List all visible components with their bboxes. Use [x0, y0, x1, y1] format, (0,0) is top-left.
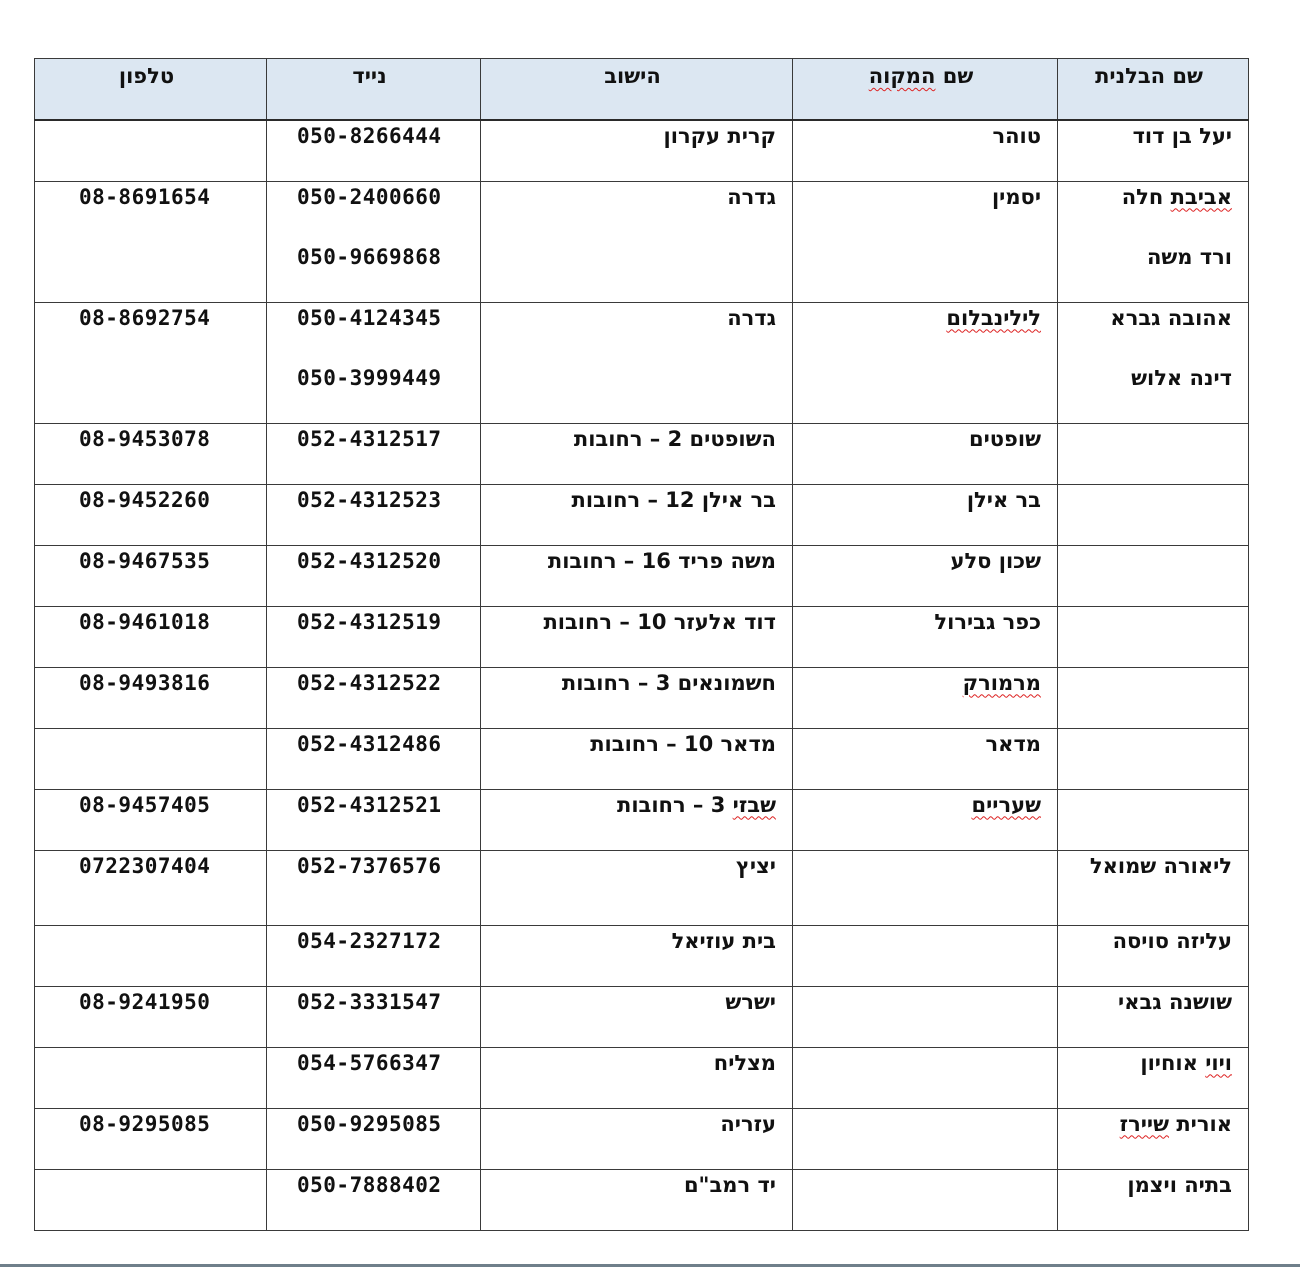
cell-place [793, 423, 1058, 484]
cell-mobile [267, 1047, 481, 1108]
table-body [35, 120, 1249, 1231]
cell-text: ויוי אוחיון [1140, 1050, 1232, 1075]
page-bottom-rule [0, 1264, 1300, 1267]
cell-text: 08-9241950 [79, 989, 211, 1014]
cell-phone [35, 545, 267, 606]
cell-text: 08-9467535 [79, 548, 211, 573]
cell-text: יציץ [736, 853, 776, 878]
cell-text: ורד משה [1146, 244, 1232, 269]
cell-text: 08-9457405 [79, 792, 211, 817]
cell-text: 050-9295085 [297, 1111, 442, 1136]
cell-text: 08-9493816 [79, 670, 211, 695]
cell-text [801, 926, 1041, 986]
cell-text: 08-8691654 [79, 184, 211, 209]
cell-mobile [267, 302, 481, 423]
cell-city [481, 181, 793, 302]
cell-phone [35, 606, 267, 667]
cell-place [793, 667, 1058, 728]
header-row [35, 59, 1249, 120]
table-row [35, 423, 1249, 484]
cell-place [793, 1108, 1058, 1169]
cell-text: שבזי 3 – רחובות [616, 792, 776, 817]
table-row [35, 728, 1249, 789]
cell-name [1058, 789, 1249, 850]
cell-phone [35, 423, 267, 484]
cell-mobile [267, 850, 481, 925]
cell-place [793, 606, 1058, 667]
cell-city [481, 667, 793, 728]
cell-city [481, 423, 793, 484]
cell-text: 052-4312486 [297, 731, 442, 756]
cell-text [79, 1048, 250, 1108]
cell-text: 08-9295085 [79, 1111, 211, 1136]
cell-place [793, 181, 1058, 302]
cell-text [1066, 485, 1232, 545]
cell-text [1066, 790, 1232, 850]
cell-text: גדרה [727, 305, 776, 330]
cell-text: גדרה [727, 184, 776, 209]
cell-text [79, 926, 250, 986]
table-row [35, 181, 1249, 302]
cell-place [793, 850, 1058, 925]
cell-text [1066, 607, 1232, 667]
cell-text [801, 1048, 1041, 1108]
cell-text: 08-9461018 [79, 609, 211, 634]
cell-text: חשמונאים 3 – רחובות [561, 670, 776, 695]
cell-text: עליזה סויסה [1112, 928, 1232, 953]
cell-phone [35, 1169, 267, 1230]
cell-text: 08-9452260 [79, 487, 211, 512]
cell-mobile [267, 484, 481, 545]
cell-text [1066, 729, 1232, 789]
cell-text: יסמין [991, 184, 1041, 209]
cell-text: שעריים [971, 792, 1041, 817]
cell-place [793, 120, 1058, 182]
cell-city [481, 925, 793, 986]
cell-city [481, 302, 793, 423]
cell-place [793, 986, 1058, 1047]
cell-name [1058, 484, 1249, 545]
cell-name [1058, 850, 1249, 925]
cell-text: 052-4312520 [297, 548, 442, 573]
cell-mobile [267, 545, 481, 606]
cell-name [1058, 545, 1249, 606]
table-row [35, 120, 1249, 182]
cell-place [793, 545, 1058, 606]
cell-phone [35, 728, 267, 789]
cell-text: 052-4312519 [297, 609, 442, 634]
cell-phone [35, 789, 267, 850]
cell-text: טוהר [992, 123, 1041, 148]
cell-phone [35, 181, 267, 302]
cell-city [481, 850, 793, 925]
cell-text: כפר גבירול [934, 609, 1041, 634]
cell-mobile [267, 1108, 481, 1169]
cell-text: בר אילן 12 – רחובות [571, 487, 776, 512]
cell-text: דינה אלוש [1131, 365, 1232, 390]
cell-text: 052-4312522 [297, 670, 442, 695]
cell-place [793, 1169, 1058, 1230]
cell-name [1058, 728, 1249, 789]
cell-text [1066, 546, 1232, 606]
cell-name [1058, 925, 1249, 986]
cell-text: מצליח [713, 1050, 776, 1075]
cell-phone [35, 1108, 267, 1169]
cell-text: שושנה גבאי [1118, 989, 1232, 1014]
cell-text: בתיה ויצמן [1127, 1172, 1232, 1197]
header-city: הישוב [481, 59, 793, 120]
cell-text: משה פריד 16 – רחובות [547, 548, 776, 573]
cell-city [481, 1108, 793, 1169]
cell-text: 050-4124345 [297, 305, 442, 330]
cell-text: יעל בן דוד [1132, 123, 1232, 148]
cell-place [793, 925, 1058, 986]
cell-text [79, 121, 250, 181]
cell-text: לילינבלום [946, 305, 1041, 330]
cell-mobile [267, 667, 481, 728]
cell-mobile [267, 423, 481, 484]
header-place: שם המקוה [793, 59, 1058, 120]
cell-name [1058, 302, 1249, 423]
cell-name [1058, 120, 1249, 182]
cell-text: מרמורק [962, 670, 1041, 695]
cell-text: אורית שיירז [1119, 1111, 1232, 1136]
cell-phone [35, 986, 267, 1047]
cell-text: 052-7376576 [297, 853, 442, 878]
cell-city [481, 986, 793, 1047]
cell-city [481, 1169, 793, 1230]
table-row [35, 302, 1249, 423]
cell-phone [35, 1047, 267, 1108]
cell-text [801, 851, 1041, 911]
cell-place [793, 789, 1058, 850]
cell-place [793, 728, 1058, 789]
cell-text [801, 987, 1041, 1047]
table-row [35, 789, 1249, 850]
cell-phone [35, 925, 267, 986]
cell-text: אביבת חלה [1121, 184, 1232, 209]
table-row [35, 545, 1249, 606]
cell-city [481, 545, 793, 606]
cell-place [793, 1047, 1058, 1108]
cell-text: 050-3999449 [297, 365, 442, 390]
table-row [35, 1047, 1249, 1108]
cell-text: בר אילן [966, 487, 1041, 512]
cell-text [801, 1109, 1041, 1169]
cell-text: 08-9453078 [79, 426, 211, 451]
cell-mobile [267, 728, 481, 789]
mikveh-contacts-table [34, 58, 1249, 1231]
cell-text: 0722307404 [79, 853, 211, 878]
cell-name [1058, 423, 1249, 484]
cell-city [481, 728, 793, 789]
cell-text: 054-2327172 [297, 928, 442, 953]
cell-city [481, 120, 793, 182]
cell-text: בית עוזיאל [671, 928, 776, 953]
cell-text [1066, 668, 1232, 728]
table-row [35, 667, 1249, 728]
cell-text [79, 729, 250, 789]
cell-text: מדאר 10 – רחובות [590, 731, 776, 756]
cell-text: השופטים 2 – רחובות [573, 426, 776, 451]
cell-place [793, 484, 1058, 545]
table-row [35, 986, 1249, 1047]
cell-text: קרית עקרון [663, 123, 776, 148]
header-mobile: נייד [267, 59, 481, 120]
table-header [35, 59, 1249, 120]
cell-text: מדאר [985, 731, 1041, 756]
cell-phone [35, 120, 267, 182]
cell-text: שכון סלע [950, 548, 1041, 573]
cell-mobile [267, 1169, 481, 1230]
table-row [35, 850, 1249, 925]
cell-name [1058, 986, 1249, 1047]
cell-text: עזריה [720, 1111, 776, 1136]
cell-text: ליאורה שמואל [1089, 853, 1232, 878]
cell-text: אהובה גברא [1110, 305, 1232, 330]
table-row [35, 606, 1249, 667]
cell-text: 050-7888402 [297, 1172, 442, 1197]
cell-text [1066, 424, 1232, 484]
cell-text: 054-5766347 [297, 1050, 442, 1075]
header-phone: טלפון [35, 59, 267, 120]
cell-text: 052-4312517 [297, 426, 442, 451]
table-row [35, 484, 1249, 545]
cell-text: שופטים [968, 426, 1041, 451]
cell-city [481, 606, 793, 667]
cell-mobile [267, 986, 481, 1047]
cell-name [1058, 1108, 1249, 1169]
cell-mobile [267, 925, 481, 986]
cell-name [1058, 1047, 1249, 1108]
cell-mobile [267, 606, 481, 667]
cell-text: דוד אלעזר 10 – רחובות [543, 609, 776, 634]
cell-text: 052-4312523 [297, 487, 442, 512]
header-name: שם הבלנית [1058, 59, 1249, 120]
cell-city [481, 484, 793, 545]
cell-name [1058, 1169, 1249, 1230]
cell-mobile [267, 789, 481, 850]
cell-text: 050-8266444 [297, 123, 442, 148]
cell-text: 052-3331547 [297, 989, 442, 1014]
cell-phone [35, 850, 267, 925]
cell-text: ישרש [725, 989, 776, 1014]
cell-name [1058, 181, 1249, 302]
cell-text [801, 1170, 1041, 1230]
cell-text: 050-2400660 [297, 184, 442, 209]
cell-place [793, 302, 1058, 423]
cell-mobile [267, 120, 481, 182]
cell-text: 050-9669868 [297, 244, 442, 269]
table-row [35, 1108, 1249, 1169]
cell-text: יד רמב"ם [683, 1172, 776, 1197]
cell-text: 052-4312521 [297, 792, 442, 817]
cell-city [481, 1047, 793, 1108]
cell-city [481, 789, 793, 850]
cell-phone [35, 302, 267, 423]
table-row [35, 1169, 1249, 1230]
cell-phone [35, 667, 267, 728]
cell-name [1058, 606, 1249, 667]
cell-phone [35, 484, 267, 545]
cell-text: 08-8692754 [79, 305, 211, 330]
cell-name [1058, 667, 1249, 728]
cell-text [79, 1170, 250, 1230]
table-row [35, 925, 1249, 986]
cell-mobile [267, 181, 481, 302]
